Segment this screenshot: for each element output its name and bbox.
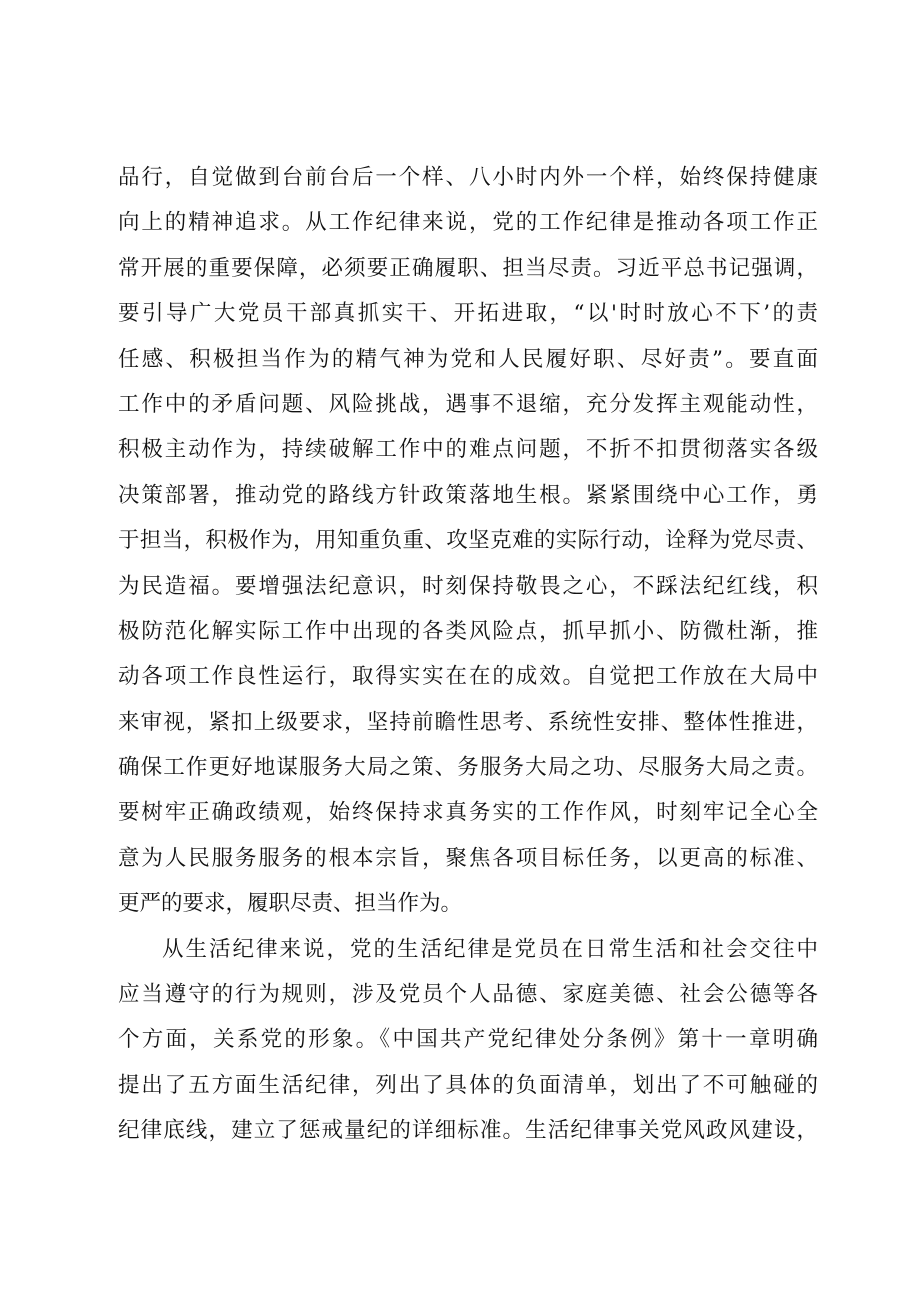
text-line: 常开展的重要保障，必须要正确履职、担当尽责。习近平总书记强调， [118, 255, 818, 281]
body-text [118, 155, 818, 1154]
text-line: 来审视，紧扣上级要求，坚持前瞻性思考、系统性安排、整体性推进， [118, 709, 818, 735]
text-line: 应当遵守的行为规则，涉及党员个人品德、家庭美德、社会公德等各 [118, 982, 818, 1008]
text-line: 品行，自觉做到台前台后一个样、八小时内外一个样，始终保持健康 [118, 165, 818, 190]
text-line: 个方面，关系党的形象。《中国共产党纪律处分条例》第十一章明确 [118, 1027, 818, 1053]
text-line: 从生活纪律来说，党的生活纪律是党员在日常生活和社会交往中 [162, 936, 818, 962]
text-line: 动各项工作良性运行，取得实实在在的成效。自觉把工作放在大局中 [118, 664, 818, 690]
text-line: 积极主动作为，持续破解工作中的难点问题，不折不扣贯彻落实各级 [118, 437, 818, 463]
paragraph [118, 927, 818, 1154]
text-line: 工作中的矛盾问题、风险挑战，遇事不退缩，充分发挥主观能动性， [118, 391, 818, 417]
text-line: 意为人民服务服务的根本宗旨，聚焦各项目标任务，以更高的标准、 [118, 845, 818, 871]
text-line: 决策部署，推动党的路线方针政策落地生根。紧紧围绕中心工作，勇 [118, 482, 818, 508]
text-line: 提出了五方面生活纪律，列出了具体的负面清单，划出了不可触碰的 [118, 1072, 818, 1098]
text-line: 于担当，积极作为，用知重负重、攻坚克难的实际行动，诠释为党尽责、 [118, 528, 818, 554]
text-line: 确保工作更好地谋服务大局之策、务服务大局之功、尽服务大局之责。 [118, 755, 818, 781]
paragraph [118, 155, 818, 927]
text-line: 要树牢正确政绩观，始终保持求真务实的工作作风，时刻牢记全心全 [118, 800, 818, 826]
text-line: 为民造福。要增强法纪意识，时刻保持敬畏之心，不踩法纪红线，积 [118, 573, 818, 599]
text-line: 要引导广大党员干部真抓实干、开拓进取，“以'时时放心不下’的责 [118, 301, 818, 327]
text-line: 更严的要求，履职尽责、担当作为。 [118, 891, 463, 917]
text-line: 纪律底线，建立了惩戒量纪的详细标准。生活纪律事关党风政风建设， [118, 1118, 818, 1144]
text-line: 任感、积极担当作为的精气神为党和人民履好职、尽好责”。要直面 [118, 346, 818, 372]
text-line: 极防范化解实际工作中出现的各类风险点，抓早抓小、防微杜渐，推 [118, 618, 818, 644]
text-line: 向上的精神追求。从工作纪律来说，党的工作纪律是推动各项工作正 [118, 210, 818, 236]
